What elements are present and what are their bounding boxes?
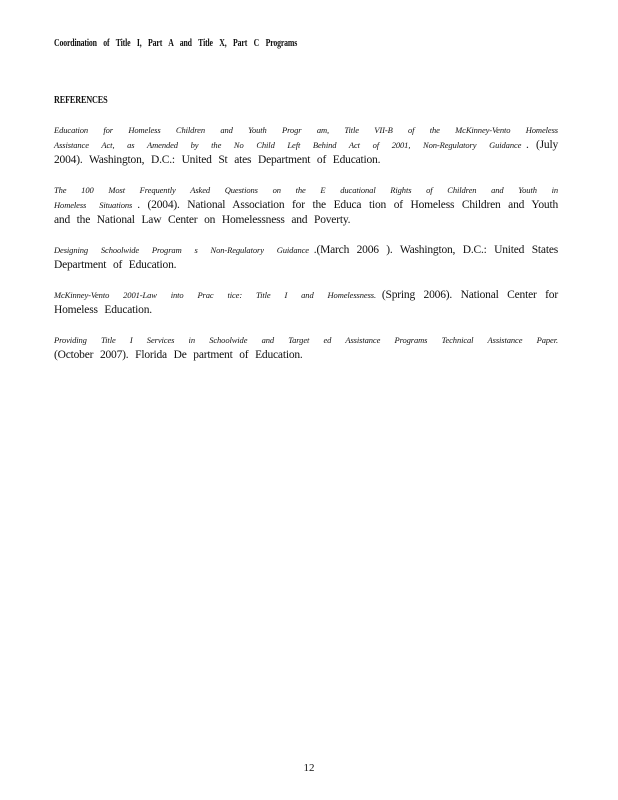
page-number: 12: [303, 762, 315, 774]
reference-title: Providing Title I Services in Schoolwide and Target ed Assistance Programs Technical Assistance Paper.: [54, 335, 558, 345]
reference-item: [54, 182, 558, 227]
reference-title: The 100 Most Frequently Asked Questions on the E ducational Rights of Children and Youth in Homeless Situations: [54, 185, 558, 210]
reference-details: . (2004). National Association for the Educa tion of Homeless Children and Youth and the National Law Center on Homelessness and Poverty.: [54, 199, 558, 226]
reference-item: [54, 242, 558, 272]
reference-title: McKinney-Vento 2001-Law into Prac tice: Title I and Homelessness.: [54, 290, 377, 300]
running-header-title: Coordination of Title I, Part A and Title X, Part C Programs: [54, 38, 298, 49]
reference-details: . (July 2004). Washington, D.C.: United St ates Department of Education.: [54, 139, 559, 166]
reference-item: [54, 287, 558, 317]
references-heading: REFERENCES: [54, 95, 108, 106]
reference-details: (Spring 2006). National Center for Homeless Education.: [54, 289, 558, 316]
reference-item: [54, 122, 558, 167]
reference-list: [54, 122, 558, 377]
reference-title: Designing Schoolwide Program s Non-Regulatory Guidance: [54, 245, 309, 255]
reference-title: Education for Homeless Children and Youth Progr am, Title VII-B of the McKinney-Vento Homeless Assistance Act, as Amended by the No Child Left Behind Act of 2001, Non-Regulatory Guidance: [54, 125, 558, 150]
reference-details: .(March 2006 ). Washington, D.C.: United States Department of Education.: [54, 244, 559, 271]
reference-item: [54, 332, 558, 362]
reference-details: (October 2007). Florida De partment of Education.: [54, 349, 303, 361]
